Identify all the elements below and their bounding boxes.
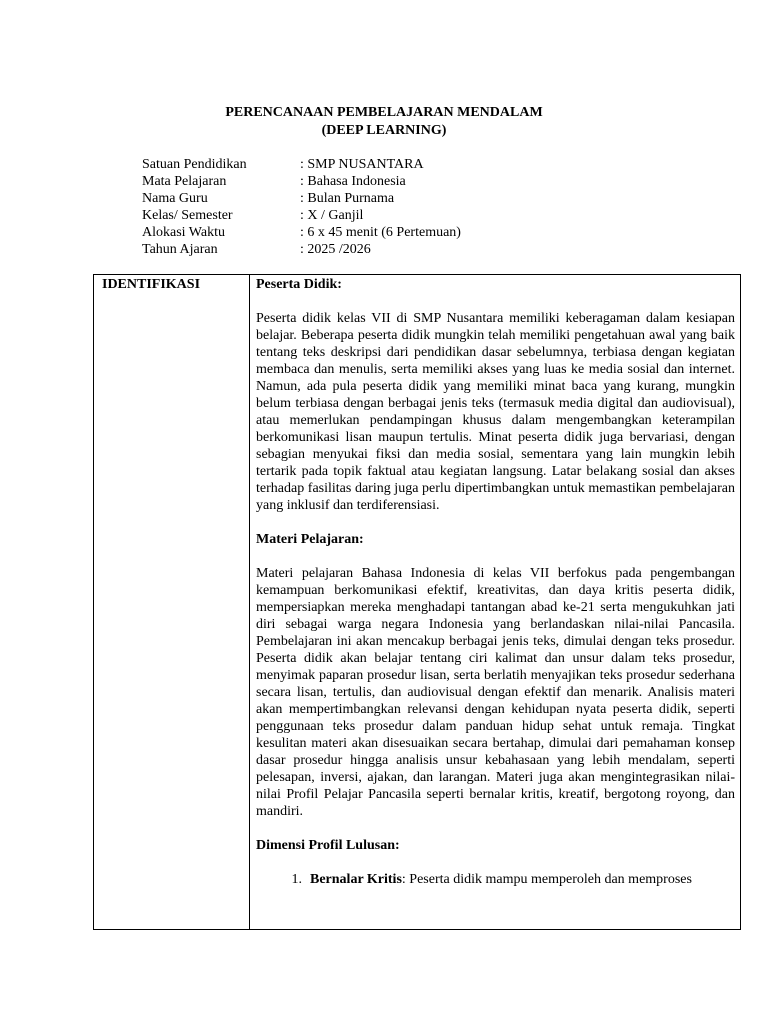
meta-label: Alokasi Waktu xyxy=(142,225,225,240)
meta-info-block xyxy=(142,156,461,258)
section-heading-materi-pelajaran: Materi Pelajaran: xyxy=(256,532,364,547)
meta-label: Nama Guru xyxy=(142,191,208,206)
section-text-peserta-didik: Peserta didik kelas VII di SMP Nusantara memiliki keberagaman dalam kesiapan belajar. Beberapa peserta didik mungkin telah memiliki pengetahuan awal yang baik tentang teks deskripsi dari pendidikan dasar sebelumnya, terbiasa dengan kegiatan membaca dan menulis, serta memiliki akses yang luas ke media sosial dan internet. Namun, ada pula peserta didik yang memiliki minat baca yang kurang, mungkin belum terbiasa dengan berbagai jenis teks (termasuk media digital dan audiovisual), atau memerlukan pendampingan khusus dalam mengembangkan keterampilan berkomunikasi lisan maupun tertulis. Minat peserta didik juga bervariasi, dengan sebagian menyukai fiksi dan media sosial, sementara yang lain mungkin lebih tertarik pada topik faktual atau kegiatan langsung. Latar belakang sosial dan akses terhadap fasilitas daring juga perlu dipertimbangkan untuk memastikan pembelajaran yang inklusif dan terdiferensiasi. xyxy=(256,311,735,513)
meta-row-satuan-pendidikan xyxy=(142,156,461,173)
dimensi-profil-list xyxy=(256,871,735,888)
meta-label: Tahun Ajaran xyxy=(142,242,218,257)
meta-value: : SMP NUSANTARA xyxy=(300,157,424,172)
meta-row-tahun-ajaran xyxy=(142,241,461,258)
list-item-number: 1. xyxy=(291,872,302,887)
document-title-line2: (DEEP LEARNING) xyxy=(321,123,447,138)
document-title-line1: PERENCANAAN PEMBELAJARAN MENDALAM xyxy=(225,105,543,120)
meta-row-alokasi-waktu xyxy=(142,224,461,241)
list-item-text xyxy=(310,871,735,888)
meta-label: Kelas/ Semester xyxy=(142,208,233,223)
meta-value: : Bulan Purnama xyxy=(300,191,395,206)
list-item-term: Bernalar Kritis xyxy=(310,872,402,887)
meta-value: : 2025 /2026 xyxy=(300,242,371,257)
column-divider xyxy=(249,275,250,929)
meta-value: : X / Ganjil xyxy=(300,208,364,223)
meta-row-kelas-semester xyxy=(142,207,461,224)
identifikasi-content xyxy=(256,276,735,888)
section-text-materi-pelajaran: Materi pelajaran Bahasa Indonesia di kelas VII berfokus pada pengembangan kemampuan berkomunikasi efektif, kreativitas, dan daya kritis peserta didik, mempersiapkan mereka menghadapi tantangan abad ke-21 serta mengukuhkan jati diri sebagai warga negara Indonesia yang berlandaskan nilai-nilai Pancasila. Pembelajaran ini akan mencakup berbagai jenis teks, dimulai dengan teks prosedur. Peserta didik akan belajar tentang ciri kalimat dan unsur dalam teks prosedur, menyimak paparan prosedur lisan, serta berlatih menyajikan teks prosedur sederhana secara lisan, tertulis, dan audiovisual dengan efektif dan menarik. Analisis materi akan mempertimbangkan relevansi dengan kehidupan nyata peserta didik, seperti penggunaan teks prosedur dalam panduan hidup sehat untuk remaja. Tingkat kesulitan materi akan disesuaikan secara bertahap, dimulai dari pemahaman konsep dasar prosedur hingga analisis unsur kebahasaan yang lebih mendalam, seperti pelesapan, inversi, ajakan, dan larangan. Materi juga akan mengintegrasikan nilai-nilai Profil Pelajar Pancasila seperti bernalar kritis, kreatif, bergotong royong, dan mandiri. xyxy=(256,566,735,819)
identifikasi-label: IDENTIFIKASI xyxy=(102,277,201,292)
meta-label: Satuan Pendidikan xyxy=(142,157,247,172)
list-item-description: : Peserta didik mampu memperoleh dan memproses xyxy=(401,872,692,887)
section-heading-peserta-didik: Peserta Didik: xyxy=(256,277,342,292)
section-heading-dimensi-profil: Dimensi Profil Lulusan: xyxy=(256,838,400,853)
meta-value: : 6 x 45 menit (6 Pertemuan) xyxy=(300,225,461,240)
meta-row-mata-pelajaran xyxy=(142,173,461,190)
identification-table xyxy=(93,274,741,930)
meta-label: Mata Pelajaran xyxy=(142,174,227,189)
meta-value: : Bahasa Indonesia xyxy=(300,174,406,189)
list-item xyxy=(256,871,735,888)
meta-row-nama-guru xyxy=(142,190,461,207)
